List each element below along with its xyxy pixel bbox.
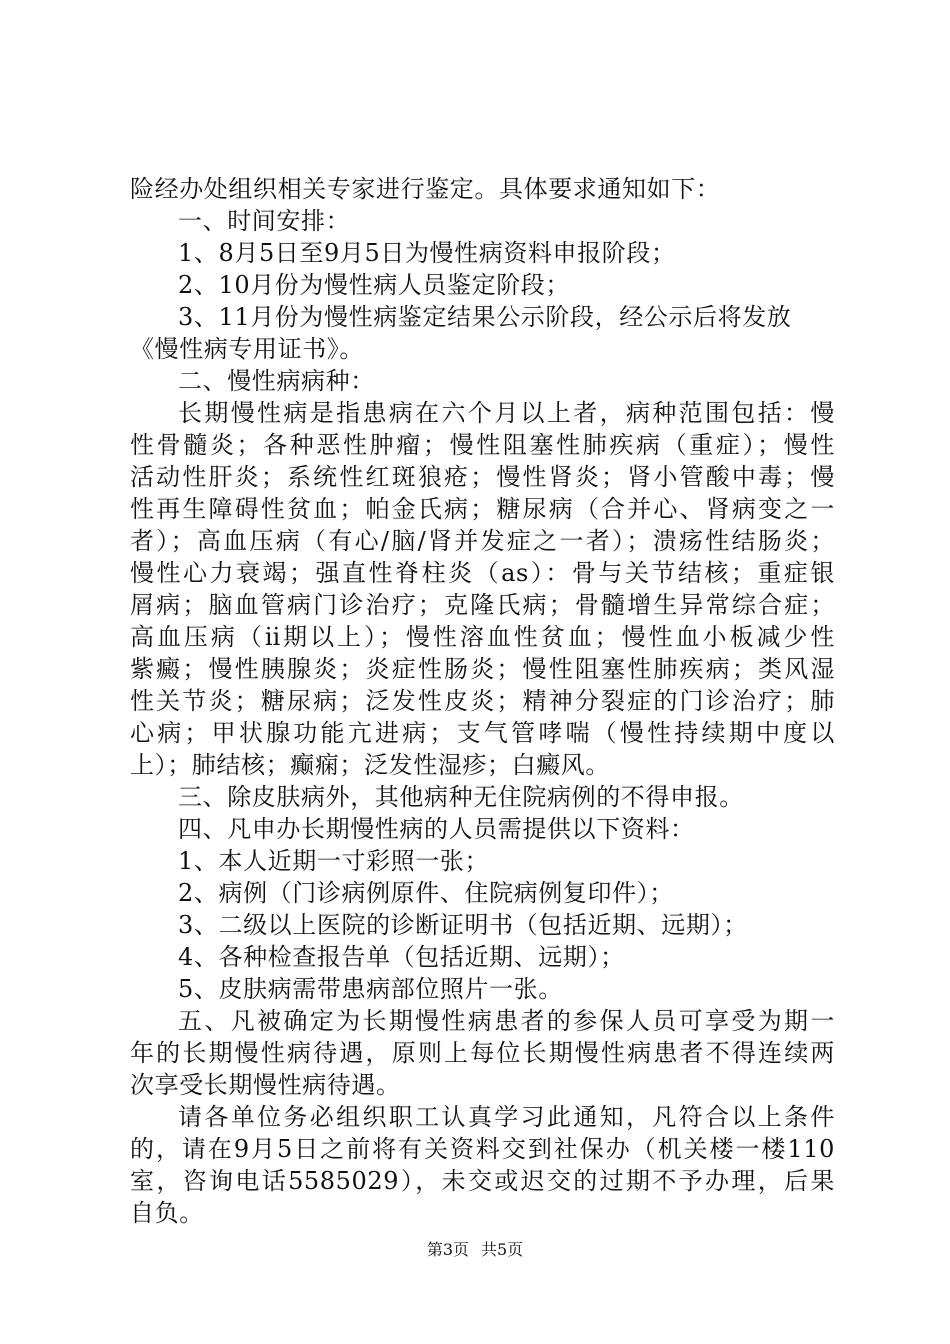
text-line: 《慢性病专用证书》。	[130, 335, 364, 363]
page-number: 第3页	[426, 1240, 469, 1259]
text-line: 性骨髓炎；各种恶性肿瘤；慢性阻塞性肺疾病（重症）；慢性	[130, 431, 835, 459]
section-heading-materials: 四、凡申办长期慢性病的人员需提供以下资料：	[178, 815, 695, 843]
text-line: 上）；肺结核；癫痫；泛发性湿疹；白癜风。	[130, 751, 610, 779]
text-line: 心病；甲状腺功能亢进病；支气管哮喘（慢性持续期中度以	[130, 719, 835, 747]
list-item: 1、8月5日至9月5日为慢性病资料申报阶段；	[178, 239, 676, 267]
text-line: 的，请在9月5日之前将有关资料交到社保办（机关楼一楼110	[130, 1135, 835, 1163]
section-heading-diseases: 二、慢性病病种：	[178, 367, 375, 395]
list-item: 5、皮肤病需带患病部位照片一张。	[178, 975, 563, 1003]
list-item: 3、11月份为慢性病鉴定结果公示阶段，经公示后将发放	[178, 303, 792, 331]
text-line: 紫癜；慢性胰腺炎；炎症性肠炎；慢性阻塞性肺疾病；类风湿	[130, 655, 835, 683]
section-heading-benefits: 五、凡被确定为长期慢性病患者的参保人员可享受为期一	[178, 1007, 835, 1035]
section-heading-hospital-rule: 三、除皮肤病外，其他病种无住院病例的不得申报。	[178, 783, 744, 811]
list-item: 3、二级以上医院的诊断证明书（包括近期、远期）；	[178, 911, 748, 939]
page-footer	[0, 1240, 950, 1260]
text-line: 年的长期慢性病待遇，原则上每位长期慢性病患者不得连续两	[130, 1039, 835, 1067]
list-item: 1、本人近期一寸彩照一张；	[178, 847, 490, 875]
text-line: 性再生障碍性贫血；帕金氏病；糖尿病（合并心、肾病变之一	[130, 495, 835, 523]
text-line: 请各单位务必组织职工认真学习此通知，凡符合以上条件	[178, 1103, 835, 1131]
document-body	[130, 173, 835, 1229]
section-heading-schedule: 一、时间安排：	[178, 207, 351, 235]
text-line: 屑病；脑血管病门诊治疗；克隆氏病；骨髓增生异常综合症；	[130, 591, 835, 619]
page-total: 共5页	[481, 1240, 524, 1259]
text-line: 活动性肝炎；系统性红斑狼疮；慢性肾炎；肾小管酸中毒；慢	[130, 463, 835, 491]
text-line: 险经办处组织相关专家进行鉴定。具体要求通知如下：	[130, 175, 721, 203]
text-line: 高血压病（ⅱ期以上）；慢性溶血性贫血；慢性血小板减少性	[130, 623, 835, 651]
text-line: 长期慢性病是指患病在六个月以上者，病种范围包括：慢	[178, 399, 835, 427]
text-line: 性关节炎；糖尿病；泛发性皮炎；精神分裂症的门诊治疗；肺	[130, 687, 835, 715]
text-line: 慢性心力衰竭；强直性脊柱炎（as）：骨与关节结核；重症银	[130, 559, 835, 587]
text-line: 室，咨询电话5585029），未交或迟交的过期不予办理，后果	[130, 1167, 835, 1195]
text-line: 次享受长期慢性病待遇。	[130, 1071, 401, 1099]
list-item: 2、10月份为慢性病人员鉴定阶段；	[178, 271, 571, 299]
list-item: 2、病例（门诊病例原件、住院病例复印件）；	[178, 879, 674, 907]
text-line: 自负。	[130, 1199, 204, 1227]
list-item: 4、各种检查报告单（包括近期、远期）；	[178, 943, 625, 971]
text-line: 者）；高血压病（有心/脑/肾并发症之一者）；溃疡性结肠炎；	[130, 527, 835, 555]
